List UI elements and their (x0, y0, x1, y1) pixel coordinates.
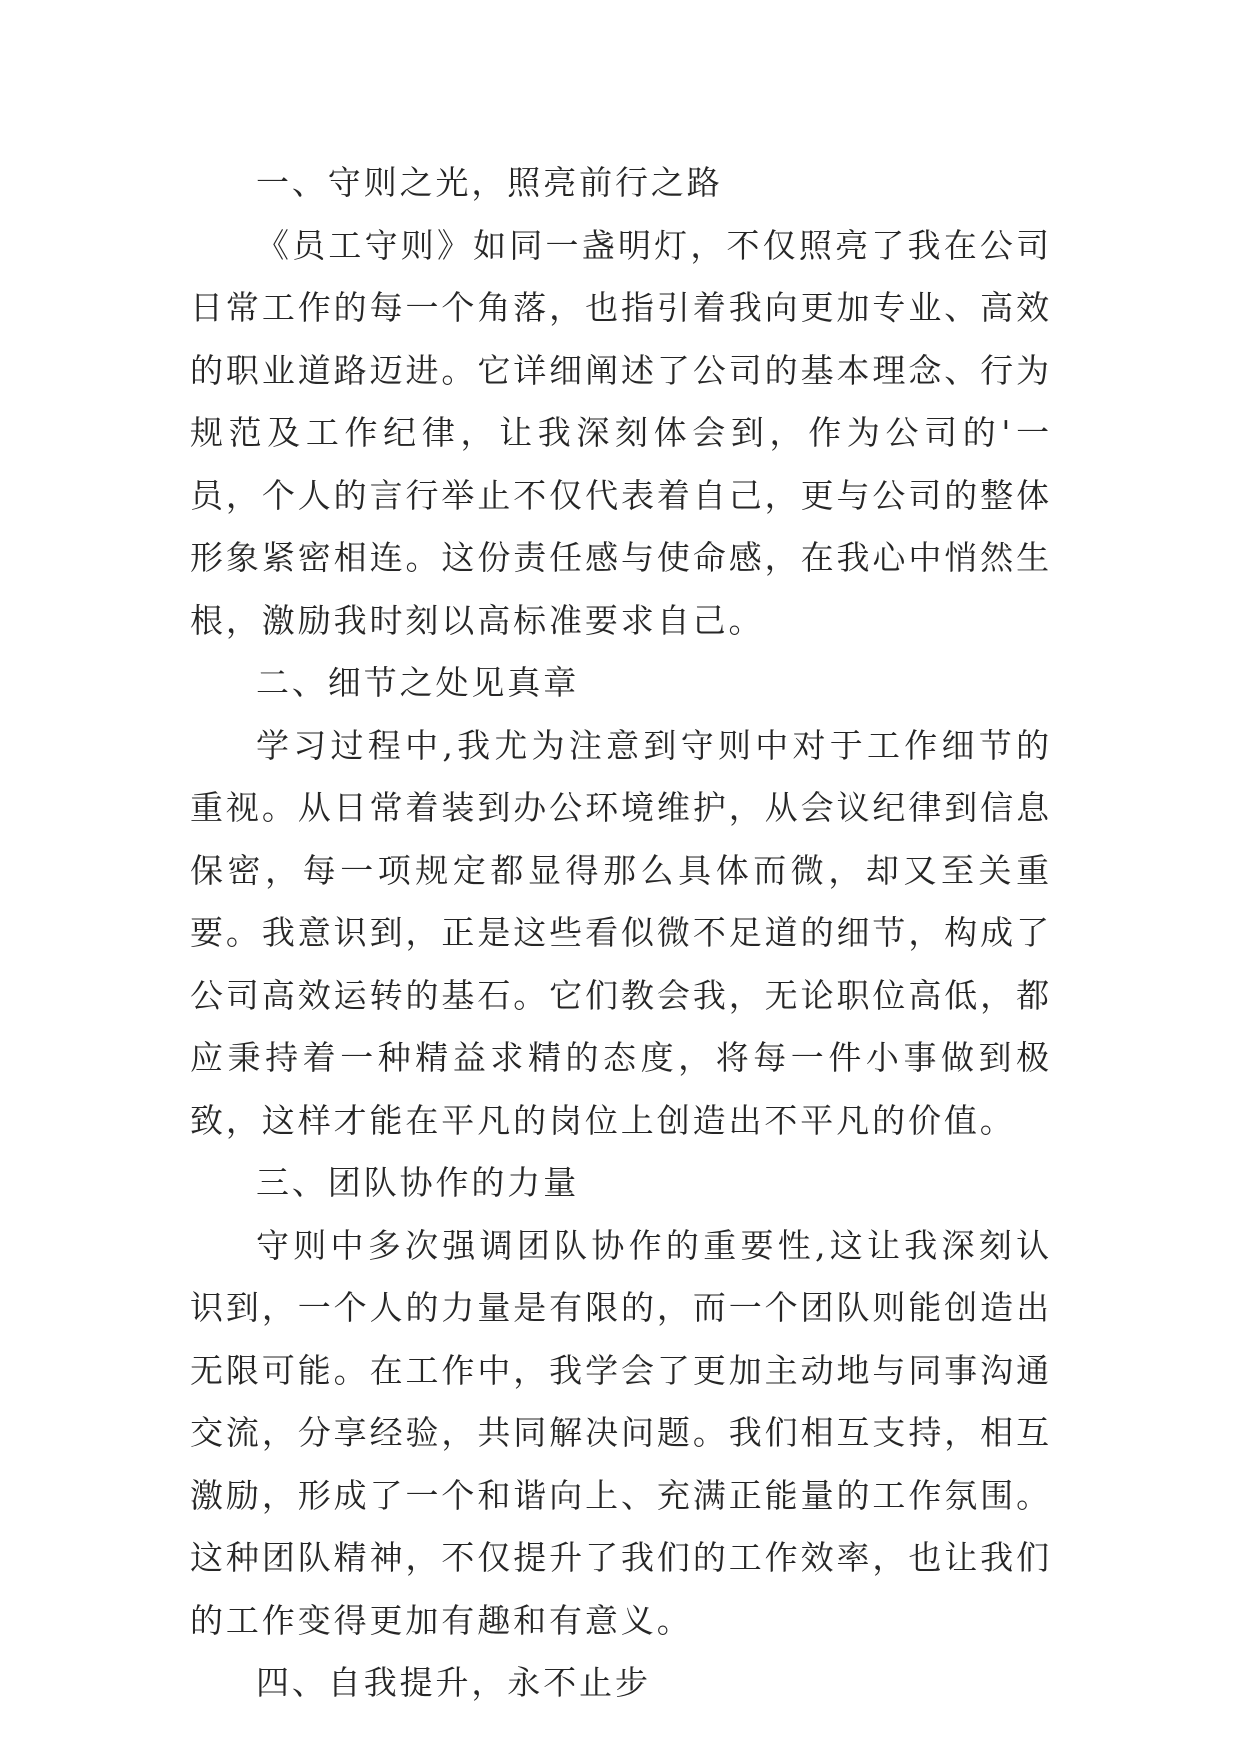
section-paragraph: 学习过程中,我尤为注意到守则中对于工作细节的重视。从日常着装到办公环境维护，从会议纪律到信息保密，每一项规定都显得那么具体而微，却又至关重要。我意识到，正是这些看似微不足道的细节，构成了公司高效运转的基石。它们教会我，无论职位高低，都应秉持着一种精益求精的态度，将每一件小事做到极致，这样才能在平凡的岗位上创造出不平凡的价值。 (190, 725, 1052, 1140)
document-body (190, 152, 1052, 1715)
section-heading: 二、细节之处见真章 (256, 663, 580, 702)
section-paragraph: 守则中多次强调团队协作的重要性,这让我深刻认识到，一个人的力量是有限的，而一个团队则能创造出无限可能。在工作中，我学会了更加主动地与同事沟通交流，分享经验，共同解决问题。我们相互支持，相互激励，形成了一个和谐向上、充满正能量的工作氛围。这种团队精神，不仅提升了我们的工作效率，也让我们的工作变得更加有趣和有意义。 (190, 1225, 1052, 1640)
section-heading: 一、守则之光，照亮前行之路 (256, 163, 723, 202)
section-paragraph: 《员工守则》如同一盏明灯，不仅照亮了我在公司日常工作的每一个角落，也指引着我向更加专业、高效的职业道路迈进。它详细阐述了公司的基本理念、行为规范及工作纪律，让我深刻体会到，作为公司的'一员，个人的言行举止不仅代表着自己，更与公司的整体形象紧密相连。这份责任感与使命感，在我心中悄然生根，激励我时刻以高标准要求自己。 (190, 225, 1052, 640)
section-heading: 三、团队协作的力量 (256, 1163, 580, 1202)
section-heading: 四、自我提升，永不止步 (256, 1663, 651, 1702)
